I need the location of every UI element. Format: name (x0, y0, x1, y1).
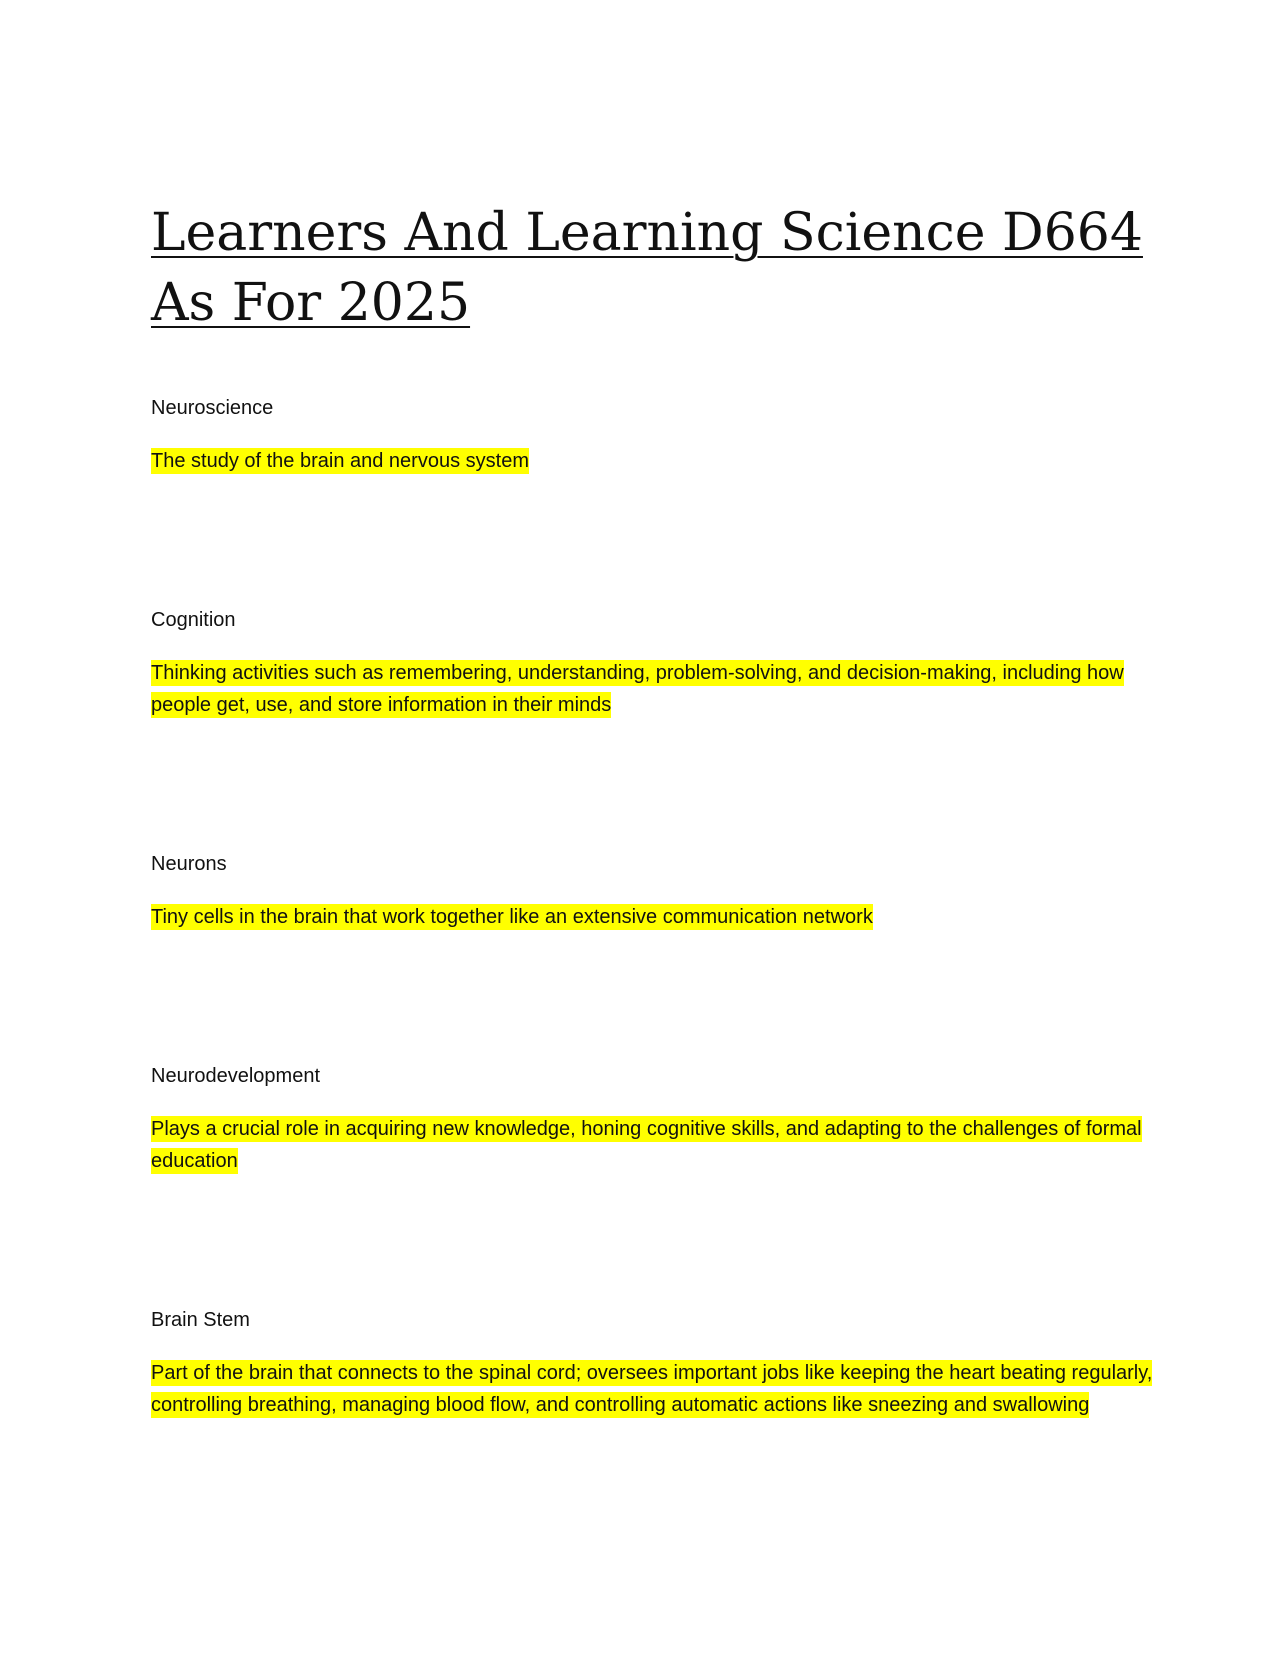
term-label: Cognition (151, 609, 236, 631)
term-label: Neurodevelopment (151, 1065, 320, 1087)
term-label: Brain Stem (151, 1309, 250, 1331)
highlighted-definition: Part of the brain that connects to the spinal cord; oversees important jobs like keeping the heart beating regularly, controlling breathing, managing blood flow, and controlling automatic actions like sneezing and swallowing (151, 1362, 1153, 1416)
definition-text (151, 1357, 1161, 1421)
definition-text (151, 1113, 1161, 1177)
term-label: Neurons (151, 853, 227, 875)
glossary-entry (151, 392, 1161, 477)
definition-text (151, 445, 1161, 477)
glossary-entry (151, 1060, 1161, 1177)
glossary-entry (151, 604, 1161, 721)
definition-text (151, 901, 1161, 933)
glossary-entry (151, 1304, 1161, 1421)
highlighted-definition: Plays a crucial role in acquiring new knowledge, honing cognitive skills, and adapting to the challenges of formal education (151, 1118, 1142, 1172)
highlighted-definition: The study of the brain and nervous system (151, 450, 529, 472)
definition-text (151, 657, 1161, 721)
term-label: Neuroscience (151, 397, 274, 419)
highlighted-definition: Thinking activities such as remembering, understanding, problem-solving, and decision-making, including how people get, use, and store information in their minds (151, 662, 1124, 716)
highlighted-definition: Tiny cells in the brain that work together like an extensive communication network (151, 906, 873, 928)
document-title: Learners And Learning Science D664 As For 2025 (151, 203, 1143, 333)
glossary-entry (151, 848, 1161, 933)
